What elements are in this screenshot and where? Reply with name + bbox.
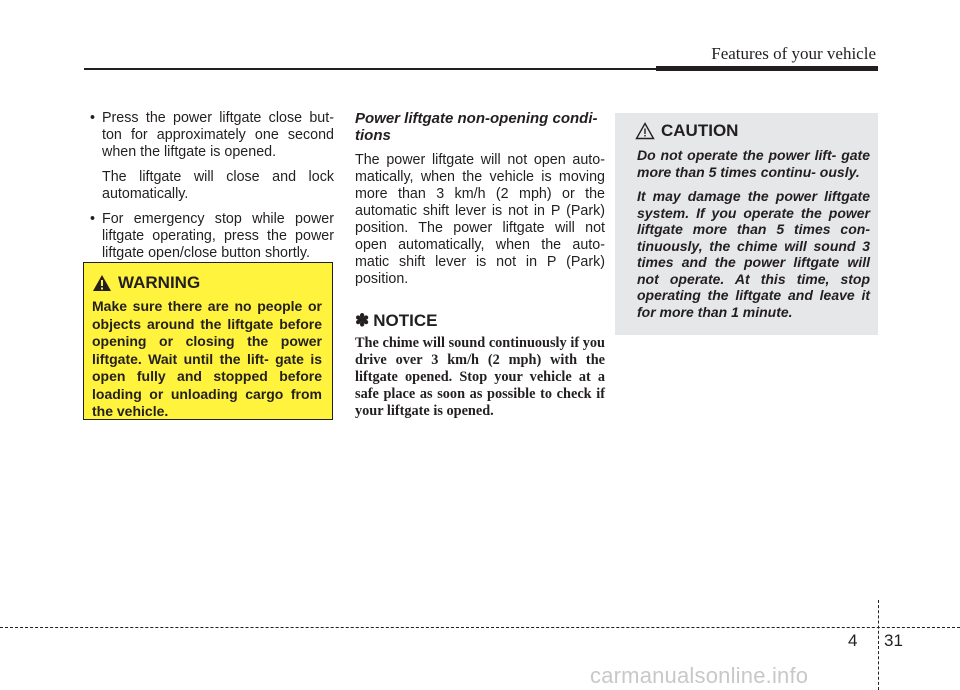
- footer-divider: [878, 600, 879, 690]
- warning-title: [92, 273, 322, 293]
- page-number: 31: [884, 631, 903, 650]
- notice-title-text: NOTICE: [373, 311, 438, 330]
- bullet-text: For emergency stop while power liftgate operating, press the power liftgate open/close button shortly.: [102, 211, 334, 261]
- warning-triangle-icon: [92, 274, 112, 292]
- bullet-item: [84, 110, 334, 161]
- bullet-dot: •: [90, 211, 96, 227]
- running-header: Features of your vehicle: [711, 44, 876, 63]
- notice-body: The chime will sound continuously if you drive over 3 km/h (2 mph) with the liftgate opened. Stop your vehicle at a safe place as soon as possible to check if your liftgate is opened.: [355, 335, 605, 419]
- bullet-dot: •: [90, 110, 96, 126]
- header-rule-accent: [656, 66, 878, 71]
- caution-triangle-icon: [635, 122, 655, 140]
- bullet-text: Press the power liftgate close but- ton for approximately one second when the liftgate is opened.: [102, 110, 334, 160]
- caution-box: [615, 113, 878, 335]
- warning-box: [83, 262, 333, 420]
- section-body: The power liftgate will not open auto- matically, when the vehicle is moving more than 3 km/h (2 mph) or the automatic shift lever is not in P (Park) position. The power liftgate will not open automatically, when the auto- matic shift lever is not in P (Park) position.: [355, 152, 605, 287]
- middle-column: [355, 110, 605, 420]
- bullet-item: [84, 211, 334, 262]
- sub-paragraph: The liftgate will close and lock automatically.: [102, 169, 334, 202]
- caution-title-text: CAUTION: [661, 121, 739, 140]
- caution-title: [637, 121, 870, 141]
- caution-paragraph: Do not operate the power lift- gate more than 5 times continu- ously.: [637, 147, 870, 180]
- watermark: carmanualsonline.info: [590, 663, 809, 688]
- left-column: [84, 110, 334, 262]
- section-heading: Power liftgate non-opening condi- tions: [355, 110, 598, 144]
- notice-star-icon: ✽: [355, 311, 370, 330]
- warning-title-text: WARNING: [118, 273, 201, 292]
- chapter-number: 4: [848, 631, 858, 650]
- warning-body: Make sure there are no people or objects around the liftgate before opening or closing the power liftgate. Wait until the lift- gate is open fully and stopped before loading or unloading cargo from the vehicle.: [92, 298, 322, 419]
- notice-title: [355, 312, 605, 329]
- caution-paragraph: It may damage the power liftgate system. If you operate the power liftgate more than 5 times con- tinuously, the chime will sound 3 times and the power liftgate will not operate. At this time, stop operating the liftgate and leave it for more than 1 minute.: [637, 188, 870, 320]
- footer-rule: [0, 627, 960, 628]
